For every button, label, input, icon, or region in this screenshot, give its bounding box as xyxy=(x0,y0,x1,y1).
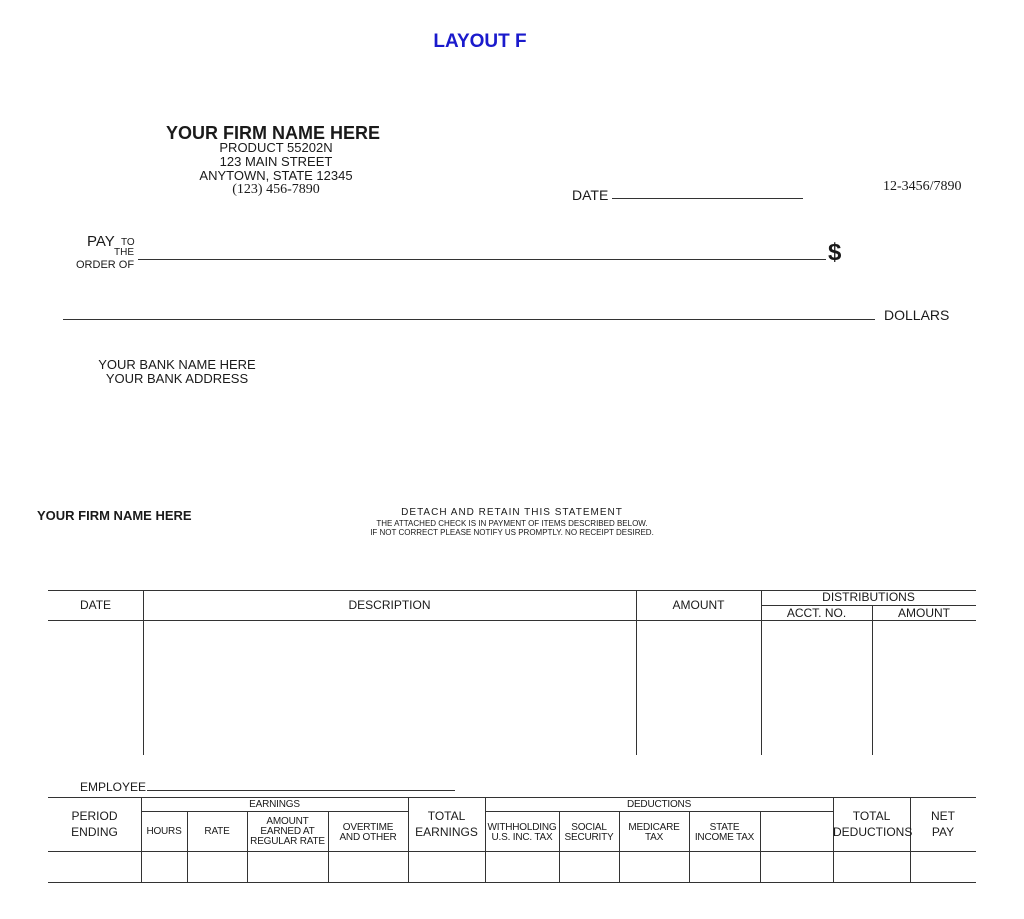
detach-line-1: DETACH AND RETAIN THIS STATEMENT xyxy=(401,507,623,518)
col-description: DESCRIPTION xyxy=(348,598,431,612)
col-net-pay: NET PAY xyxy=(931,809,955,839)
payee-line[interactable] xyxy=(138,259,826,260)
col-amount: AMOUNT xyxy=(672,598,725,612)
col-date: DATE xyxy=(79,598,112,612)
employee-line[interactable] xyxy=(147,790,455,791)
detach-line-2: THE ATTACHED CHECK IS IN PAYMENT OF ITEMS DESCRIBED BELOW. xyxy=(376,519,648,528)
amount-words-line[interactable] xyxy=(63,319,875,320)
col-deductions-group: DEDUCTIONS xyxy=(626,799,692,810)
col-period-ending: PERIOD ENDING xyxy=(71,809,118,839)
col-overtime: OVERTIME AND OTHER xyxy=(339,822,397,843)
page-title: LAYOUT F xyxy=(433,31,527,52)
col-acct-no: ACCT. NO. xyxy=(786,606,847,620)
date-line[interactable] xyxy=(612,198,803,199)
pay-label: PAY xyxy=(87,233,115,250)
the-label: THE xyxy=(114,247,134,258)
city-state: ANYTOWN, STATE 12345 xyxy=(199,168,353,183)
col-total-earnings: TOTAL EARNINGS xyxy=(415,809,478,839)
col-withholding: WITHHOLDING U.S. INC. TAX xyxy=(487,822,557,843)
street-address: 123 MAIN STREET xyxy=(219,154,333,169)
to-label: TO xyxy=(121,237,135,248)
date-label: DATE xyxy=(572,187,609,203)
col-total-deductions: TOTAL DEDUCTIONS xyxy=(833,809,913,839)
col-rate: RATE xyxy=(204,826,230,837)
col-social-security: SOCIAL SECURITY xyxy=(564,822,614,843)
firm-name: YOUR FIRM NAME HERE xyxy=(166,123,381,143)
order-of-label: ORDER OF xyxy=(76,259,135,271)
detach-line-3: IF NOT CORRECT PLEASE NOTIFY US PROMPTLY. NO RECEIPT DESIRED. xyxy=(370,528,654,537)
col-dist-amount: AMOUNT xyxy=(898,606,950,620)
bank-address: YOUR BANK ADDRESS xyxy=(105,371,249,386)
routing-number: 12-3456/7890 xyxy=(883,179,962,194)
col-amount-regular: AMOUNT EARNED AT REGULAR RATE xyxy=(250,816,325,847)
dollars-label: DOLLARS xyxy=(884,307,950,323)
bank-info xyxy=(96,358,258,386)
phone-number: (123) 456-7890 xyxy=(232,182,320,197)
product-code: PRODUCT 55202N xyxy=(219,140,333,155)
col-state-tax: STATE INCOME TAX xyxy=(694,822,755,843)
stub-firm-name: YOUR FIRM NAME HERE xyxy=(37,508,192,523)
dollar-sign: $ xyxy=(828,239,842,266)
col-medicare: MEDICARE TAX xyxy=(628,822,680,843)
detach-notice xyxy=(362,507,662,537)
firm-address-block xyxy=(166,141,386,197)
col-distributions: DISTRIBUTIONS xyxy=(822,590,915,604)
employee-label: EMPLOYEE xyxy=(80,780,147,794)
col-earnings-group: EARNINGS xyxy=(249,799,300,810)
bank-name: YOUR BANK NAME HERE xyxy=(98,357,256,372)
col-hours: HOURS xyxy=(146,826,182,837)
